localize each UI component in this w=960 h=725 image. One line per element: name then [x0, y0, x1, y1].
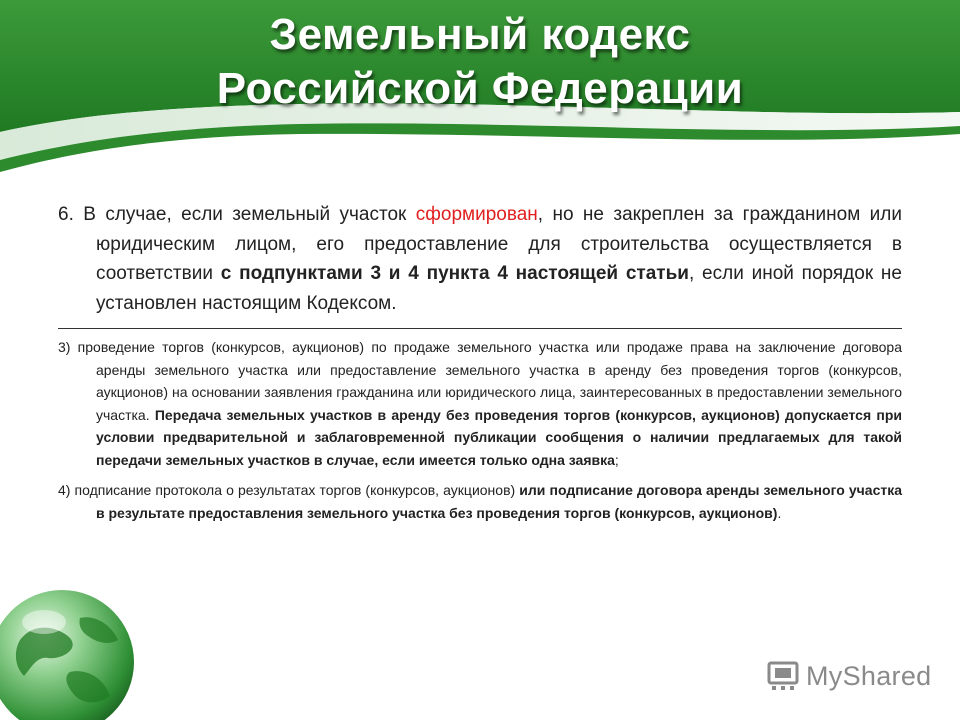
paragraph-6-text-1: В случае, если земельный участок [83, 204, 416, 225]
watermark-text: MyShared [806, 660, 932, 691]
divider-line [58, 328, 902, 329]
title-line-2: Российской Федерации [216, 64, 744, 113]
header-banner [0, 0, 960, 175]
paragraph-6-number: 6. [58, 204, 84, 225]
item-4-bold: или подписание договора аренды земельного участка в результате предоставления земельного участка без проведения торгов (конкурсов, аукционов) [96, 482, 903, 521]
list-item-4 [58, 479, 902, 524]
paragraph-6 [58, 200, 902, 318]
watermark [766, 656, 931, 696]
paragraph-6-bold: с подпунктами 3 и 4 пункта 4 настоящей статьи [220, 263, 689, 284]
page-title [0, 8, 960, 116]
item-3-text-1: 3) проведение торгов (конкурсов, аукционов) по продаже земельного участка или продаже права на заключение договора аренды земельного участка или предоставление земельного участка в аренду без проведения торгов (конкурсов, аукционов) на основании заявления гражданина или юридического лица, заинтересованных в предоставлении земельного участка. [58, 339, 902, 423]
item-4-text-1: 4) подписание протокола о результатах торгов (конкурсов, аукционов) [58, 482, 520, 498]
myshared-logo-icon [766, 659, 800, 693]
list-item-3 [58, 336, 902, 471]
paragraph-6-text-3: , если иной порядок не установлен настоящим Кодексом. [96, 263, 902, 314]
slide-content [58, 200, 902, 524]
item-4-text-2: . [777, 504, 782, 521]
title-line-1: Земельный кодекс [269, 10, 691, 59]
paragraph-6-highlight: сформирован [415, 204, 538, 225]
globe-icon [0, 580, 150, 720]
paragraph-6-text-2: , но не закреплен за гражданином или юридическим лицом, его предоставление для строительства осуществляется в соответствии [96, 204, 902, 284]
item-3-text-2: ; [614, 451, 619, 468]
globe-image [0, 580, 150, 720]
item-3-bold: Передача земельных участков в аренду без проведения торгов (конкурсов, аукционов) допускается при условии предварительной и заблаговременной публикации сообщения о наличии предлагаемых для такой передачи земельных участков в случае, если имеется только одна заявка [96, 406, 902, 468]
